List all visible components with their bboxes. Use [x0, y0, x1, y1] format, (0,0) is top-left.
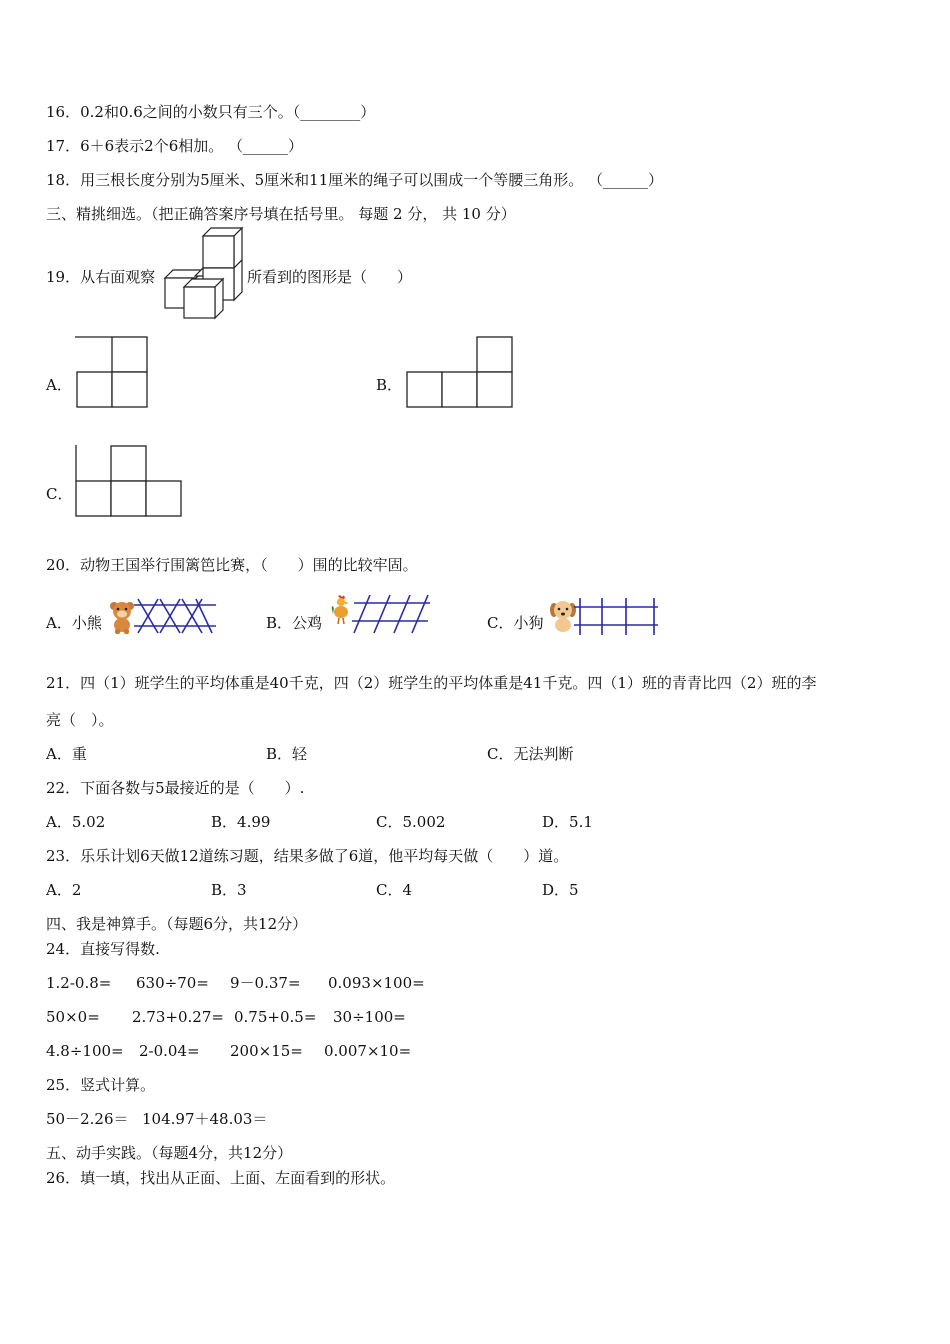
option-19-a[interactable]: A． [46, 376, 72, 394]
option-20-a[interactable]: A．小熊 [46, 614, 102, 632]
question-20: 20．动物王国举行围篱笆比赛，（ ）围的比较牢固。 [46, 556, 418, 574]
option-22-d[interactable]: D．5.1 [542, 813, 593, 831]
question-21-line2: 亮（ ）。 [46, 711, 114, 729]
option-21-c[interactable]: C．无法判断 [487, 745, 574, 763]
option-c-figure [74, 444, 186, 520]
calc-item: 200×15= [230, 1042, 303, 1060]
crossed-fence-a [134, 597, 218, 635]
section-5-heading: 五、动手实践。（每题4分，共12分） [46, 1144, 293, 1162]
cube-stack-figure [164, 228, 246, 320]
question-23: 23．乐乐计划6天做12道练习题，结果多做了6道，他平均每天做（ ）道。 [46, 847, 569, 865]
question-19-suffix: 所看到的图形是（ ） [247, 268, 413, 286]
calc-item: 2.73+0.27= [132, 1008, 224, 1026]
calc-item: 1.2-0.8= [46, 974, 112, 992]
option-21-a[interactable]: A．重 [46, 745, 87, 763]
rooster-icon [330, 594, 354, 626]
option-a-figure [74, 336, 150, 410]
calc-item: 630÷70= [136, 974, 209, 992]
dog-icon [549, 599, 577, 633]
option-20-c[interactable]: C．小狗 [487, 614, 544, 632]
option-19-c[interactable]: C． [46, 485, 73, 503]
calc-item: 0.75+0.5= [234, 1008, 317, 1026]
calc-item: 50×0= [46, 1008, 100, 1026]
option-22-a[interactable]: A．5.02 [46, 813, 106, 831]
vertical-calc-item: 50－2.26＝ [46, 1110, 129, 1128]
calc-item: 30÷100= [333, 1008, 406, 1026]
option-23-d[interactable]: D．5 [542, 881, 579, 899]
option-23-a[interactable]: A．2 [46, 881, 82, 899]
question-18: 18．用三根长度分别为5厘米、5厘米和11厘米的绳子可以围成一个等腰三角形。 （______） [46, 171, 664, 189]
slanted-fence-b [352, 593, 432, 635]
question-22: 22．下面各数与5最接近的是（ ）. [46, 779, 305, 797]
calc-item: 4.8÷100= [46, 1042, 124, 1060]
vertical-calc-item: 104.97＋48.03＝ [142, 1110, 268, 1128]
calc-item: 2-0.04= [139, 1042, 200, 1060]
option-23-b[interactable]: B．3 [211, 881, 247, 899]
option-23-c[interactable]: C．4 [376, 881, 413, 899]
question-21-line1: 21．四（1）班学生的平均体重是40千克，四（2）班学生的平均体重是41千克。四（1）班的青青比四（2）班的李 [46, 674, 817, 692]
section-4-heading: 四、我是神算手。（每题6分，共12分） [46, 915, 308, 933]
question-16: 16．0.2和0.6之间的小数只有三个。（________） [46, 103, 376, 121]
question-17: 17．6＋6表示2个6相加。 （______） [46, 137, 304, 155]
option-22-c[interactable]: C．5.002 [376, 813, 446, 831]
option-22-b[interactable]: B．4.99 [211, 813, 271, 831]
section-3-heading: 三、精挑细选。（把正确答案序号填在括号里。 每题 2 分， 共 10 分） [46, 205, 516, 223]
bear-icon [107, 600, 137, 634]
question-19-prefix: 19．从右面观察 [46, 268, 156, 286]
question-25: 25．竖式计算。 [46, 1076, 156, 1094]
calc-item: 9－0.37= [230, 974, 301, 992]
calc-item: 0.093×100= [328, 974, 425, 992]
grid-fence-c [574, 597, 660, 637]
option-b-figure [405, 336, 517, 410]
option-20-b[interactable]: B．公鸡 [266, 614, 323, 632]
question-26: 26．填一填，找出从正面、上面、左面看到的形状。 [46, 1169, 396, 1187]
question-24: 24．直接写得数. [46, 940, 160, 958]
calc-item: 0.007×10= [324, 1042, 412, 1060]
option-21-b[interactable]: B．轻 [266, 745, 308, 763]
option-19-b[interactable]: B． [376, 376, 403, 394]
